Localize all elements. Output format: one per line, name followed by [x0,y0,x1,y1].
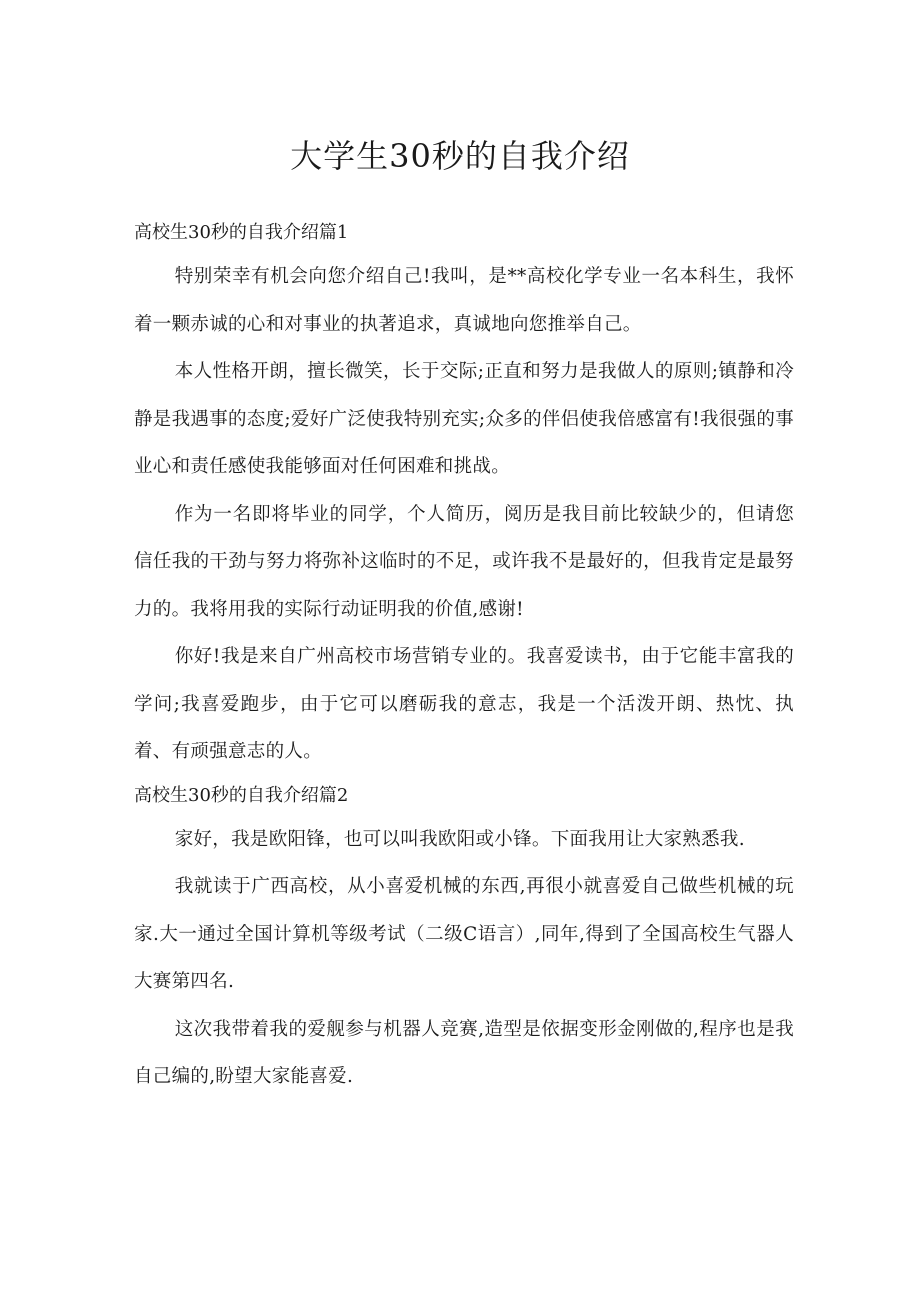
paragraph: 特别荣幸有机会向您介绍自己!我叫，是**高校化学专业一名本科生，我怀着一颗赤诚的心和对事业的执著追求，真诚地向您推举自己。 [134,266,794,335]
paragraph: 你好!我是来自广州高校市场营销专业的。我喜爱读书，由于它能丰富我的学问;我喜爱跑步，由于它可以磨砺我的意志，我是一个活泼开朗、热忱、执着、有顽强意志的人。 [134,646,794,762]
section-1 [134,213,794,776]
section-heading: 高校生30秒的自我介绍篇1 [134,222,349,243]
section-heading: 高校生30秒的自我介绍篇2 [134,784,349,806]
paragraph: 这次我带着我的爱舰参与机器人竞赛,造型是依据变形金刚做的,程序也是我自己编的,盼望大家能喜爱. [134,1018,794,1087]
paragraph: 本人性格开朗，擅长微笑，长于交际;正直和努力是我做人的原则;镇静和冷静是我遇事的态度;爱好广泛使我特别充实;众多的伴侣使我倍感富有!我很强的事业心和责任感使我能够面对任何困难和挑战。 [134,361,795,477]
paragraph: 作为一名即将毕业的同学，个人简历，阅历是我目前比较缺少的，但请您信任我的干劲与努力将弥补这临时的不足，或许我不是最好的，但我肯定是最努力的。我将用我的实际行动证明我的价值,感谢! [134,503,794,620]
document-body [134,213,794,1101]
paragraph: 我就读于广西高校，从小喜爱机械的东西,再很小就喜爱自己做些机械的玩家.大一通过全国计算机等级考试（二级C语言）,同年,得到了全国高校生气器人大赛第四名. [134,876,794,992]
paragraph: 家好，我是欧阳锋，也可以叫我欧阳或小锋。下面我用让大家熟悉我. [174,828,745,850]
section-2 [134,776,794,1101]
document-title: 大学生30秒的自我介绍 [290,137,630,175]
